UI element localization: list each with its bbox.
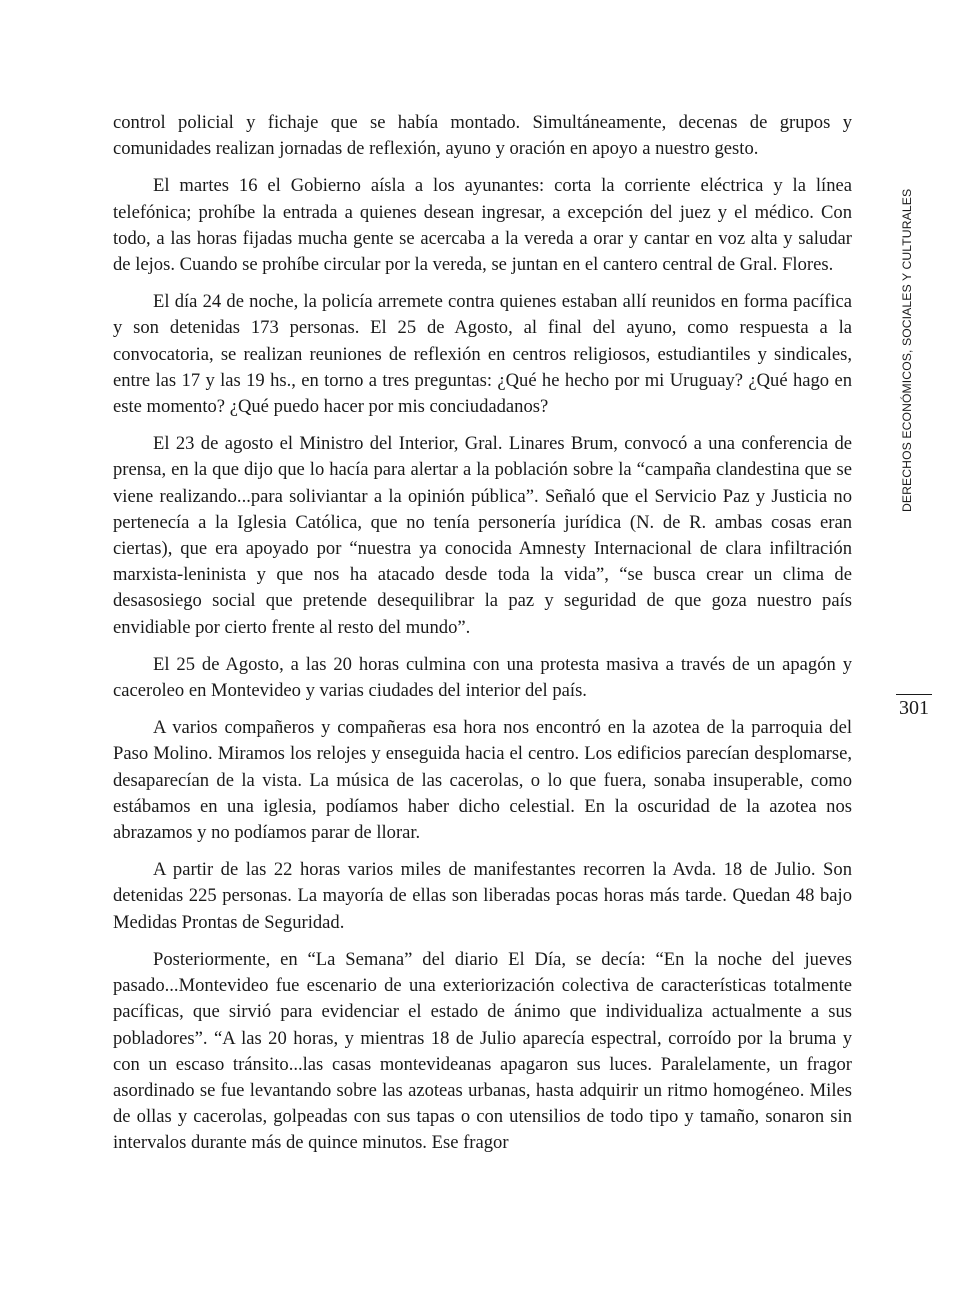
paragraph: control policial y fichaje que se había montado. Simultáneamente, decenas de grupos y comunidades realizan jornadas de reflexión, ayuno y oración en apoyo a nuestro gesto. [113, 112, 852, 160]
paragraph: A partir de las 22 horas varios miles de manifestantes recorren la Avda. 18 de Julio. Son detenidas 225 personas. La mayoría de ellas son liberadas pocas horas más tarde. Quedan 48 bajo Medidas Prontas de Seguridad. [113, 859, 852, 933]
paragraph: Posteriormente, en “La Semana” del diario El Día, se decía: “En la noche del jueves pasado...Montevideo fue escenario de una exteriorización colectiva de características totalmente pacíficas, que sirvió para evidenciar el estado de ánimo que individualiza actualmente a sus pobladores”. “A las 20 horas, y mientras 18 de Julio aparecía espectral, corroído por la bruma y con un escaso tránsito...las casas montevideanas apagaron sus luces. Paralelamente, un fragor asordinado se fue levantando sobre las azoteas urbanas, hasta adquirir un ritmo homogéneo. Miles de ollas y cacerolas, golpeadas con sus tapas o con utensilios de todo tipo y tamaño, sonaron sin intervalos durante más de quince minutos. Ese fragor [113, 948, 852, 1154]
paragraph: El 23 de agosto el Ministro del Interior, Gral. Linares Brum, convocó a una conferencia de prensa, en la que dijo que lo hacía para alertar a la población sobre la “campaña clandestina que se viene realizando...para soliviantar a la opinión pública”. Señaló que el Servicio Paz y Justicia no pertenecía a la Iglesia Católica, que no tenía personería jurídica (N. de R. ambas cosas eran ciertas), que era apoyado por “nuestra ya conocida Amnesty Internacional de clara infiltración marxista-leninista y que nos ha atacado desde toda la vida”, “se busca crear un clima de desasosiego social que pretende desequilibrar la paz y seguridad de que goza nuestro país envidiable por cierto frente al resto del mundo”. [113, 433, 852, 638]
paragraph: El martes 16 el Gobierno aísla a los ayunantes: corta la corriente eléctrica y la línea telefónica; prohíbe la entrada a quienes desean ingresar, a excepción del juez y el médico. Con todo, a las horas fijadas mucha gente se acercaba a la vereda a orar y cantar en voz alta y saludar de lejos. Cuando se prohíbe circular por la vereda, se juntan en el cantero central de Gral. Flores. [113, 175, 852, 276]
paragraph: El día 24 de noche, la policía arremete contra quienes estaban allí reunidos en forma pacífica y son detenidas 173 personas. El 25 de Agosto, al final del ayuno, como respuesta a la convocatoria, se realizan reuniones de reflexión en centros religiosos, estudiantiles y sindicales, entre las 17 y las 19 hs., en torno a tres preguntas: ¿Qué he hecho por mi Uruguay? ¿Qué hago en este momento? ¿Qué puedo hacer por mis conciudadanos? [113, 291, 852, 418]
page-number-rule [896, 694, 932, 695]
running-head: DERECHOS ECONÓMICOS, SOCIALES Y CULTURALES [900, 188, 914, 512]
paragraph: El 25 de Agosto, a las 20 horas culmina con una protesta masiva a través de un apagón y caceroleo en Montevideo y varias ciudades del interior del país. [113, 653, 852, 702]
paragraph: A varios compañeros y compañeras esa hora nos encontró en la azotea de la parroquia del Paso Molino. Miramos los relojes y enseguida hacia el centro. Los edificios parecían desplomarse, desaparecían de la vista. La música de las cacerolas, o lo que fuera, sonaba insuperable, como estábamos en una iglesia, podíamos haber dicho celestial. En la oscuridad de la azotea nos abrazamos y no podíamos parar de llorar. [113, 717, 852, 844]
body-text [113, 110, 852, 1168]
page-number: 301 [899, 697, 929, 719]
